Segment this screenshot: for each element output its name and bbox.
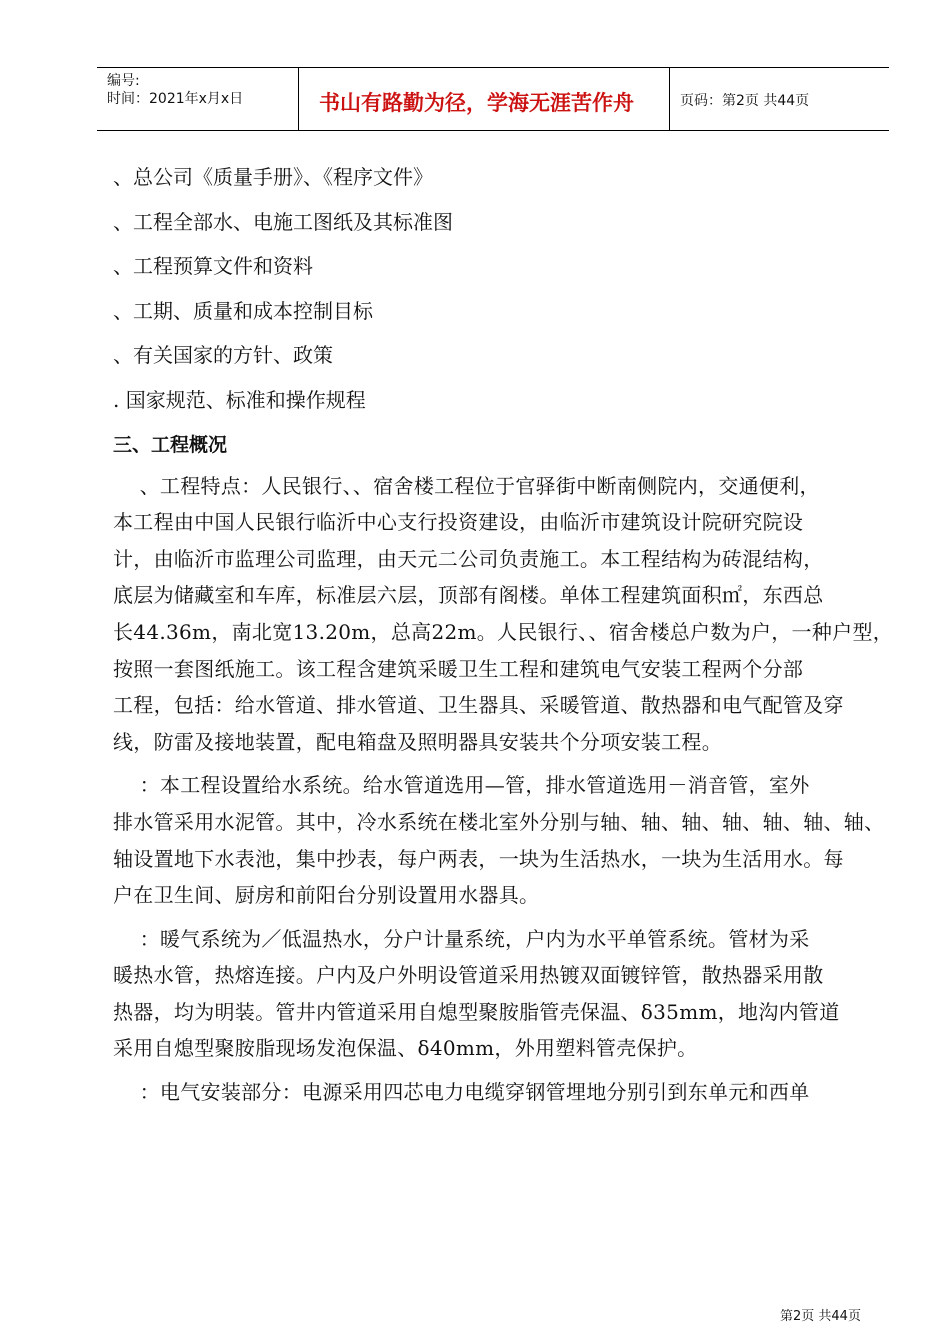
header-motto-cell — [299, 68, 670, 130]
header-motto: 书山有路勤为径，学海无涯苦作舟 — [319, 91, 634, 115]
paragraph-heating — [113, 924, 883, 1070]
list-item: 、有关国家的方针、政策 — [113, 343, 333, 368]
paragraph-line: 暖热水管，热熔连接。户内及户外明设管道采用热镀双面镀锌管，散热器采用散 — [113, 963, 824, 988]
list-item: 、工程全部水、电施工图纸及其标准图 — [113, 209, 453, 234]
paragraph-line: ：电气安装部分：电源采用四芯电力电缆穿钢管埋地分别引到东单元和西单 — [113, 1080, 810, 1105]
paragraph-line: 排水管采用水泥管。其中，冷水系统在楼北室外分别与轴、轴、轴、轴、轴、轴、轴、 — [113, 809, 885, 834]
paragraph-line: 长44.36m，南北宽13.20m，总高22m。人民银行、、宿舍楼总户数为户，一种户型， — [113, 619, 894, 644]
paragraph-line: 底层为储藏室和车库，标准层六层，顶部有阁楼。单体工程建筑面积㎡，东西总 — [113, 583, 824, 608]
list-item: 、工期、质量和成本控制目标 — [113, 298, 373, 323]
section-heading: 三、工程概况 — [113, 433, 228, 456]
paragraph-line: 线，防雷及接地装置，配电箱盘及照明器具安装共个分项安装工程。 — [113, 729, 722, 754]
paragraph-line: 、工程特点：人民银行、、宿舍楼工程位于官驿街中断南侧院内，交通便利， — [113, 473, 820, 498]
paragraph-line: ：暖气系统为／低温热水，分户计量系统，户内为水平单管系统。管材为采 — [113, 926, 810, 951]
list-item: 、工程预算文件和资料 — [113, 254, 313, 279]
paragraph-line: 户在卫生间、厨房和前阳台分别设置用水器具。 — [113, 883, 540, 908]
paragraph-line: 按照一套图纸施工。该工程含建筑采暖卫生工程和建筑电气安装工程两个分部 — [113, 656, 804, 681]
reference-list — [113, 161, 883, 429]
header-page-cell — [670, 68, 889, 130]
paragraph-line: 采用自熄型聚胺脂现场发泡保温、δ40mm，外用塑料管壳保护。 — [113, 1036, 698, 1061]
footer-page-number: 第2页 共44页 — [780, 1309, 861, 1324]
paragraph-project-features — [113, 471, 894, 764]
header-meta-cell — [97, 68, 299, 130]
document-number-label: 编号: — [107, 73, 140, 89]
list-item: 、总公司《质量手册》、《程序文件》 — [113, 165, 433, 189]
header-page-number: 页码：第2页 共44页 — [680, 93, 810, 109]
document-time-label: 时间：2021年x月x日 — [107, 91, 244, 107]
page-header — [97, 67, 889, 131]
paragraph-line: 工程，包括：给水管道、排水管道、卫生器具、采暖管道、散热器和电气配管及穿 — [113, 693, 844, 718]
paragraph-line: 本工程由中国人民银行临沂中心支行投资建设，由临沂市建筑设计院研究院设 — [113, 510, 804, 535]
paragraph-line: 轴设置地下水表池，集中抄表，每户两表，一块为生活热水，一块为生活用水。每 — [113, 846, 844, 871]
list-item: . 国家规范、标准和操作规程 — [113, 387, 366, 412]
paragraph-line: ：本工程设置给水系统。给水管道选用—管，排水管道选用－消音管，室外 — [113, 773, 810, 798]
paragraph-electrical — [113, 1077, 883, 1114]
paragraph-line: 热器，均为明装。管井内管道采用自熄型聚胺脂管壳保温、δ35mm，地沟内管道 — [113, 999, 840, 1024]
paragraph-water-supply — [113, 770, 883, 916]
document-body — [113, 161, 894, 1114]
paragraph-line: 计，由临沂市监理公司监理，由天元二公司负责施工。本工程结构为砖混结构， — [113, 546, 824, 571]
